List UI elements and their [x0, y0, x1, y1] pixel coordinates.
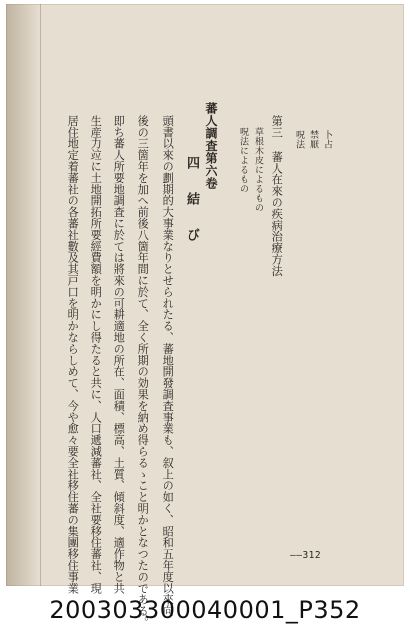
list-item-incantation: 呪法 — [294, 130, 304, 149]
body-line-3: 即ち蕃人所要地調査に於ては將來の可耕適地の所在、面積、標高、土質、傾斜度、適作物と共 — [112, 115, 126, 594]
sub-item-incantation-remedies: 呪法によるもの — [238, 127, 248, 194]
body-line-4: 生産力竝に土地開拓所要經費額を明かにし得たると共に、人口遞減蕃社、全社要移住蕃社、現 — [89, 115, 103, 594]
section-heading: 第三 蕃人在來の疾病治療方法 — [270, 115, 284, 277]
body-line-2: 後の三箇年を加へ前後八箇年間に於て、全く所期の効果を納め得らるゝこと明かとなつたのである。 — [136, 115, 150, 628]
sub-item-herbal-remedies: 草根木皮によるもの — [253, 127, 263, 213]
conclusion-heading: 四 結 び — [184, 156, 199, 246]
image-caption: 200303300040001_P352 — [49, 596, 361, 624]
page-number: ——312 — [290, 550, 322, 561]
volume-title: 蕃人調査第六卷 — [204, 102, 218, 190]
list-item-divination: 卜占 — [322, 130, 332, 149]
body-line-1: 頭書以來の劃期的大事業なりとせられたる、蕃地開發調査事業も、叙上の如く、昭和五年度以來向 — [161, 115, 175, 617]
list-item-taboo: 禁厭 — [308, 130, 318, 149]
body-line-5: 居住地定着蕃社の各蕃社數及其戸口を明かならしめて、今や愈々要全社移住蕃の集團移住事業 — [66, 115, 80, 594]
